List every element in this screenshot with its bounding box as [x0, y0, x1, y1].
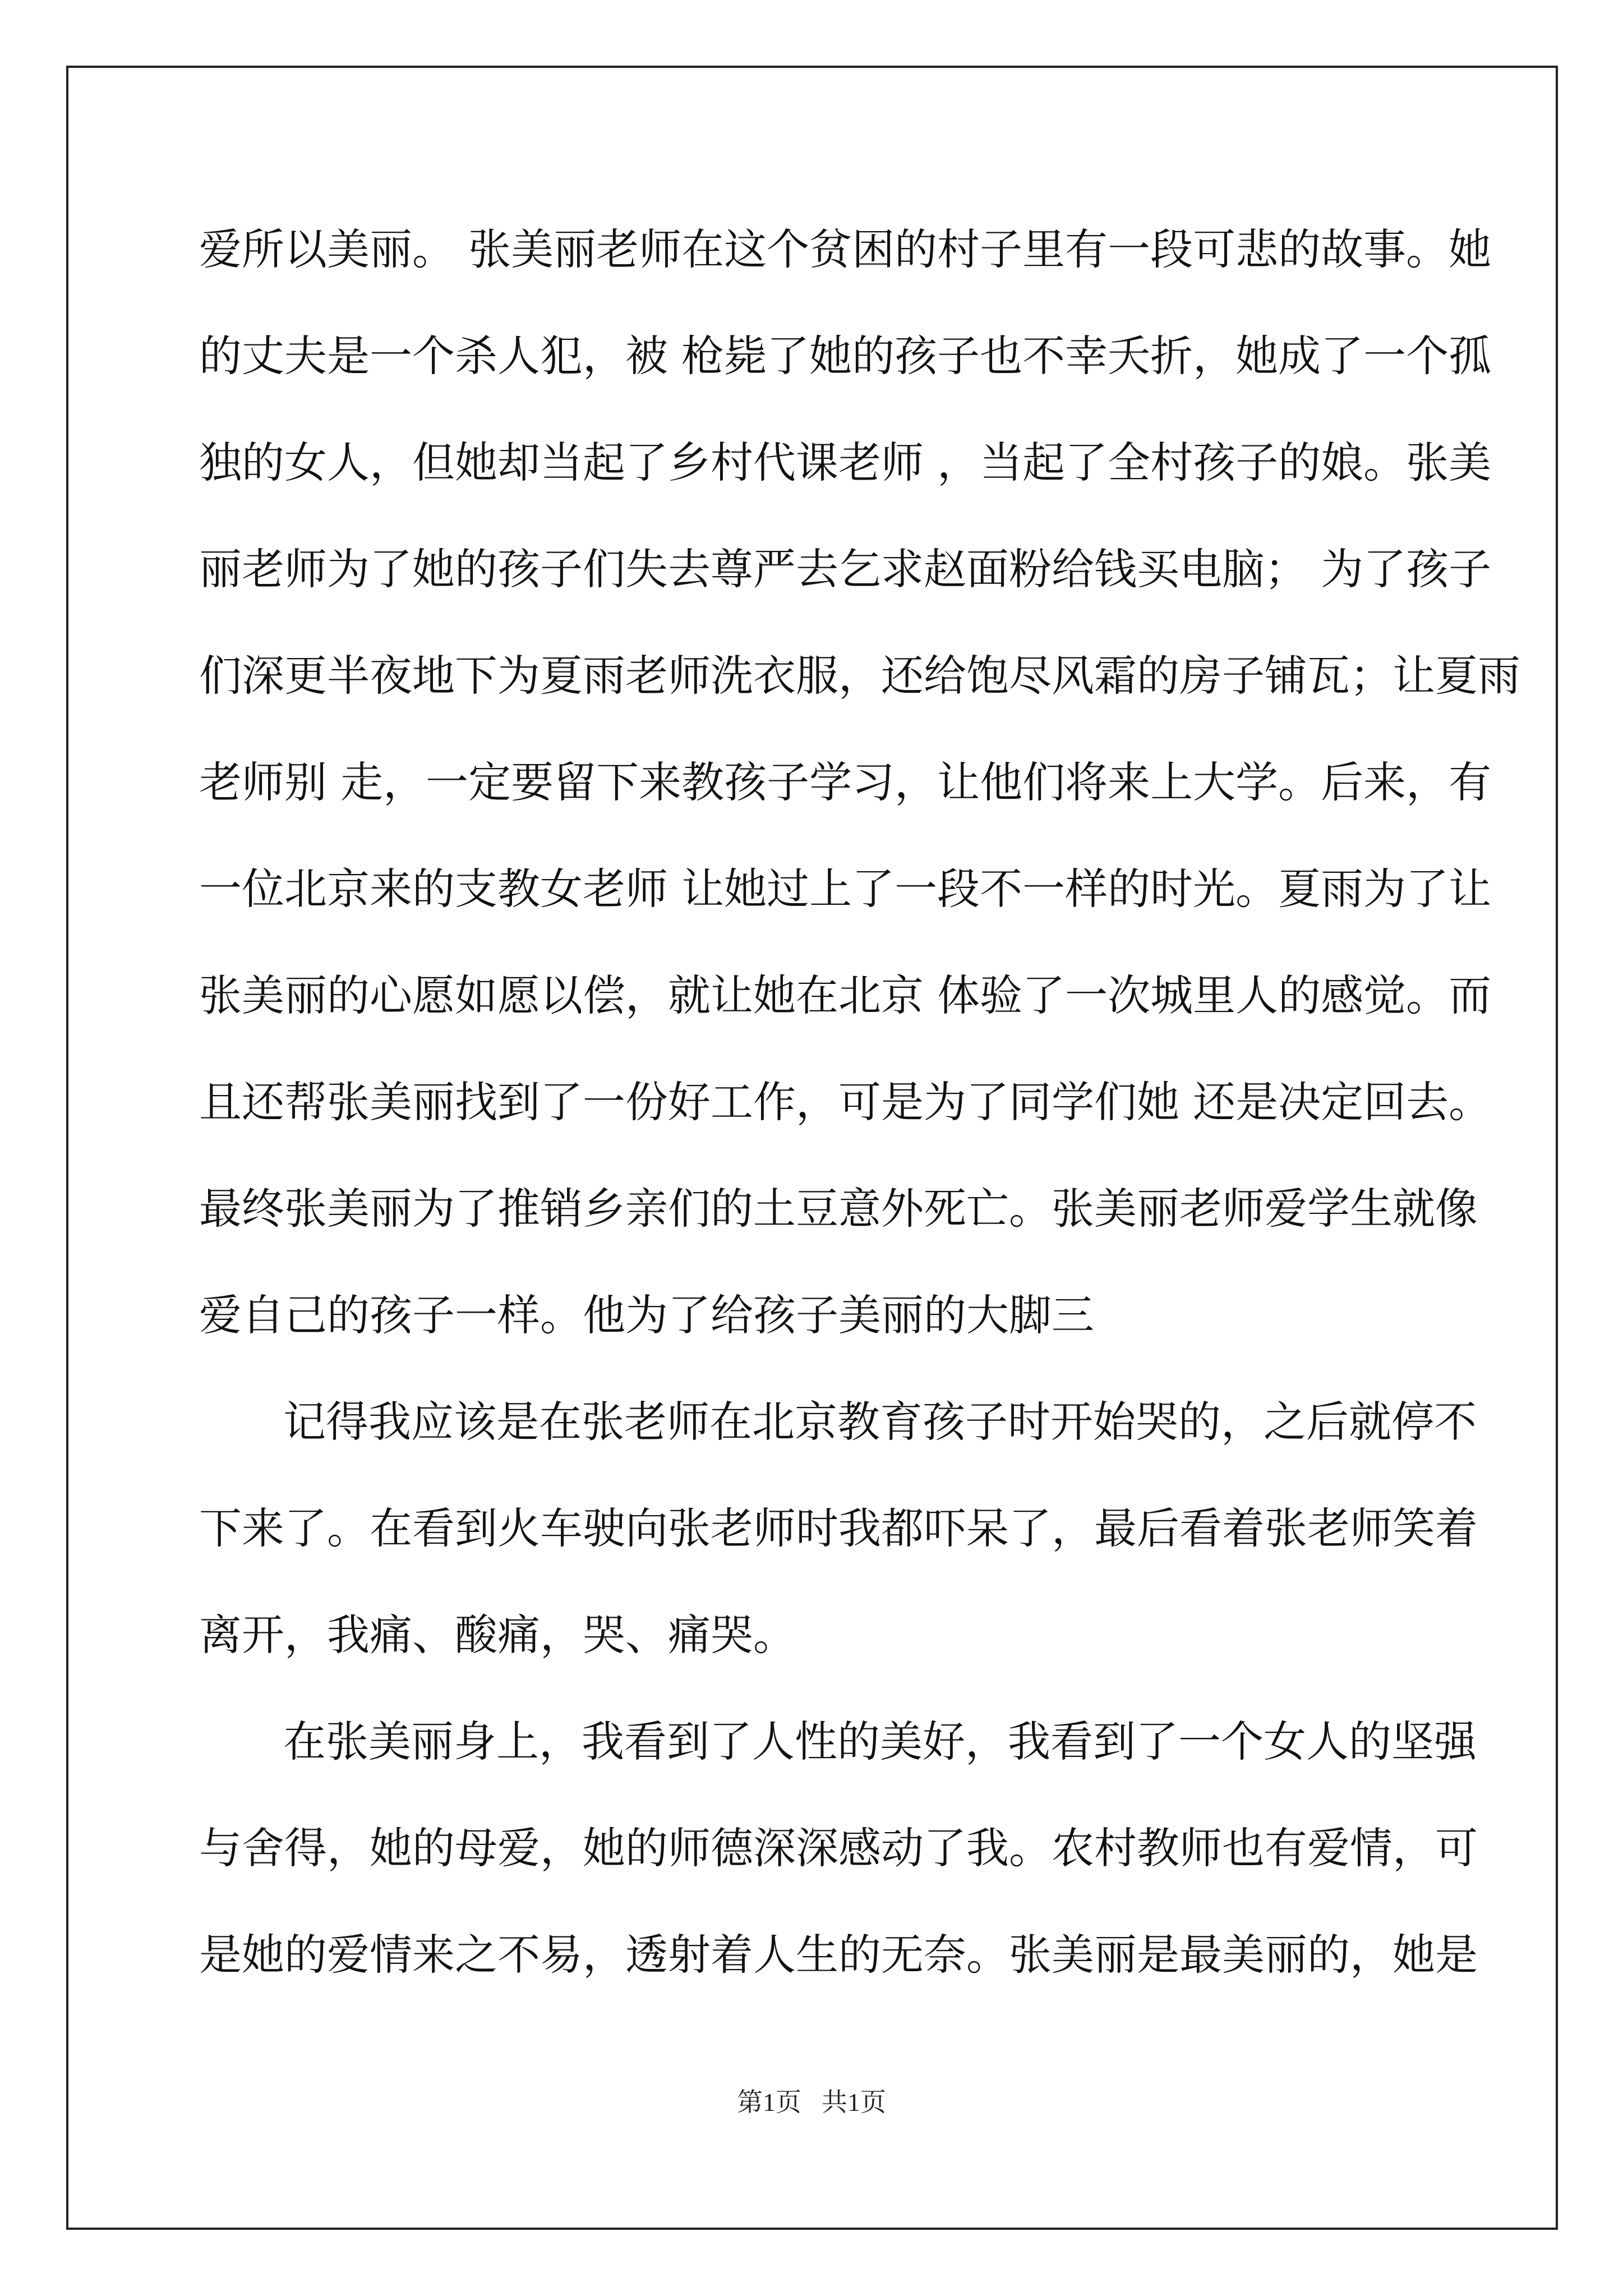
text-line: 下来了。在看到火车驶向张老师时我都吓呆了，最后看着张老师笑着 — [199, 1503, 1478, 1553]
page-number: 第1页 — [737, 2088, 801, 2116]
document-body — [199, 208, 1520, 2019]
text-line: 老师别 走，一定要留下来教孩子学习，让他们将来上大学。后来，有 — [199, 757, 1492, 807]
text-line: 们深更半夜地下为夏雨老师洗衣服，还给饱尽风霜的房子铺瓦；让夏雨 — [199, 651, 1520, 701]
paragraph-first-line: 在张美丽身上，我看到了人性的美好，我看到了一个女人的坚强 — [283, 1717, 1477, 1766]
text-line: 爱自己的孩子一样。他为了给孩子美丽的大脚三 — [199, 1290, 1094, 1340]
page-total: 共1页 — [822, 2088, 886, 2116]
text-line: 最终张美丽为了推销乡亲们的土豆意外死亡。张美丽老师爱学生就像 — [199, 1184, 1478, 1234]
paragraph-first-line: 记得我应该是在张老师在北京教育孩子时开始哭的，之后就停不 — [283, 1397, 1477, 1447]
text-line: 张美丽的心愿如愿以偿，就让她在北京 体验了一次城里人的感觉。而 — [199, 970, 1492, 1020]
page-footer — [0, 2086, 1623, 2119]
text-line: 一位北京来的支教女老师 让她过上了一段不一样的时光。夏雨为了让 — [199, 864, 1492, 914]
text-line: 且还帮张美丽找到了一份好工作，可是为了同学们她 还是决定回去。 — [199, 1077, 1492, 1127]
text-line: 是她的爱情来之不易，透射着人生的无奈。张美丽是最美丽的，她是 — [199, 1930, 1478, 1980]
text-line: 独的女人，但她却当起了乡村代课老师 ，当起了全村孩子的娘。张美 — [199, 438, 1492, 487]
text-line: 的丈夫是一个杀人犯，被 枪毙了她的孩子也不幸夭折，她成了一个孤 — [199, 331, 1492, 381]
text-line: 与舍得，她的母爱，她的师德深深感动了我。农村教师也有爱情，可 — [199, 1823, 1478, 1873]
text-line: 离开，我痛、酸痛，哭、痛哭。 — [199, 1610, 796, 1660]
text-line: 丽老师为了她的孩子们失去尊严去乞求赵面粉给钱买电脑； 为了孩子 — [199, 544, 1492, 594]
text-line: 爱所以美丽。 张美丽老师在这个贫困的村子里有一段可悲的故事。她 — [199, 224, 1492, 274]
